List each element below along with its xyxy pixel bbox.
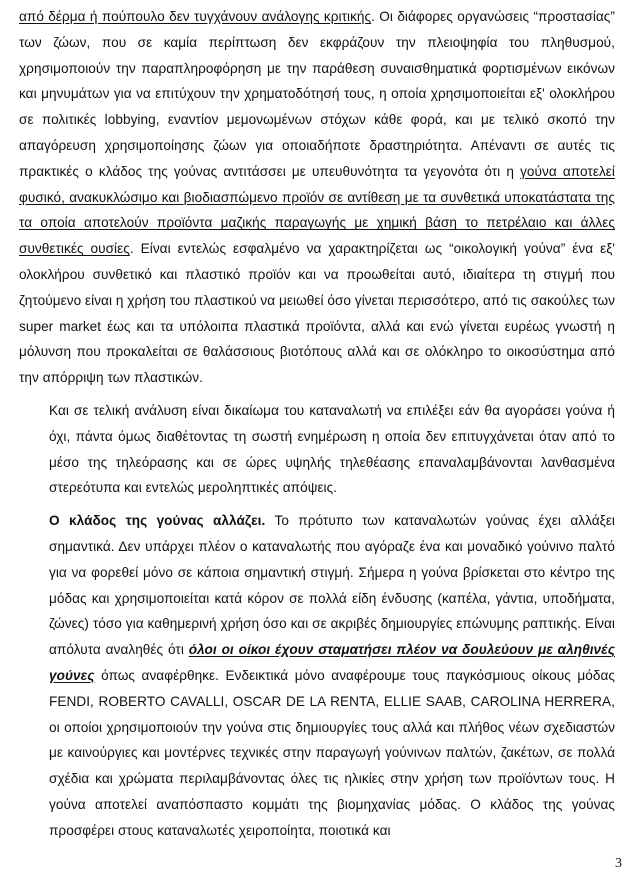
- paragraph-3-text-b: όπως αναφέρθηκε. Ενδεικτικά μόνο αναφέρουμε τους παγκόσμιους οίκους μόδας: [94, 667, 615, 683]
- section-lead-bold: Ο κλάδος της γούνας αλλάζει.: [49, 513, 266, 529]
- emphasized-underlined-phrase: όλοι οι οίκοι έχουν σταματήσει πλέον να δουλεύουν με αληθινές γούνες: [49, 642, 615, 683]
- paragraph-3-text-a: Το πρότυπο των καταναλωτών γούνας έχει αλλάξει σημαντικά. Δεν υπάρχει πλέον ο καταναλωτής που αγόραζε ένα και μοναδικό γούνινο παλτό για να φορεθεί μόνο σε κάποια σημαντική στιγμή. Σήμερα η γούνα βρίσκεται στο κέντρο της μόδας και χρησιμοποιείται κατά κόρον σε πολλά είδη ένδυσης (καπέλα, γάντια, υποδήματα, ζώνες) τόσο για καθημερινή χρήση όσο και σε ακριβές δημιουργίες επώνυμης ραπτικής. Είναι απόλυτα αναληθές ότι: [49, 513, 615, 658]
- paragraph-3: [19, 508, 615, 843]
- paragraph-1: [19, 4, 615, 391]
- paragraph-1-text-a: . Οι διάφορες οργανώσεις “προστασίας” των ζώων, που σε καμία περίπτωση δεν εκφράζουν την πλειοψηφία του πληθυσμού, χρησιμοποιούν την παραπληροφόρηση με την παράθεση συναισθηματικά φορτισμένων εικόνων και μηνυμάτων για να επιτύχουν την χρηματοδότησή τους, η οποία χρησιμοποιείται εξ' ολοκλήρου σε πολιτικές lobbying, εναντίον μεμονωμένων στόχων κάθε φορά, και με τελικό σκοπό την απαγόρευση χρησιμοποίησης ζώων για οποιαδήποτε δραστηριότητα. Απέναντι σε αυτές τις πρακτικές ο κλάδος της γούνας αντιτάσσει με υπευθυνότητα τα γεγονότα ότι η: [19, 9, 615, 179]
- page-number: 3: [615, 856, 622, 871]
- body-text: [19, 4, 615, 844]
- underlined-phrase-1: από δέρμα ή πούπουλο δεν τυγχάνουν ανάλογης κριτικής: [19, 9, 372, 24]
- fashion-brands: FENDI, ROBERTO CAVALLI, OSCAR DE LA RENTA, ELLIE SAAB, CAROLINA HERRERA: [49, 693, 612, 709]
- paragraph-1-text-b: . Είναι εντελώς εσφαλμένο να χαρακτηρίζεται ως “οικολογική γούνα” ένα εξ' ολοκλήρου συνθετικό και πλαστικό προϊόν και να προωθείται αυτό, ιδιαίτερα τη στιγμή που ζητούμενο είναι η χρήση του πλαστικού να μειωθεί όσο γίνεται περισσότερο, από τις σακούλες των super market έως και τα υπόλοιπα πλαστικά προϊόντα, αλλά και ενώ γίνεται ευρέως γνωστή η μόλυνση που προκαλείται σε θαλάσσιους βιοτόπους αλλά και σε ολόκληρο το οικοσύστημα από την απόρριψη των πλαστικών.: [19, 241, 615, 386]
- paragraph-3-text-c: , οι οποίοι χρησιμοποιούν την γούνα στις δημιουργίες τους αλλά και πλήθος νέων σχεδιαστών με καινούργιες και μοντέρνες τεχνικές στην παραγωγή γούνινων παλτών, ζακέτων, σε πολλά σχέδια και χρώματα περιλαμβάνοντας όλες τις ηλικίες στην χρήση των προϊόντων τους. Η γούνα αποτελεί αναπόσπαστο κομμάτι της βιομηχανίας μόδας. Ο κλάδος της γούνας προσφέρει στους καταναλωτές χειροποίητα, ποιοτικά και: [49, 693, 615, 838]
- paragraph-2: Και σε τελική ανάλυση είναι δικαίωμα του καταναλωτή να επιλέξει εάν θα αγοράσει γούνα ή όχι, πάντα όμως διαθέτοντας τη σωστή ενημέρωση η οποία δεν επιτυγχάνεται όταν από το μέσο της τηλεόρασης και σε ώρες υψηλής τηλεθέασης επαναλαμβάνονται λανθασμένα στερεότυπα και εντελώς μεροληπτικές απόψεις.: [49, 402, 615, 496]
- underlined-phrase-2: γούνα αποτελεί φυσικό, ανακυκλώσιμο και βιοδιασπώμενο προϊόν σε αντίθεση με τα συνθετικά υποκατάστατα της τα οποία αποτελούν προϊόντα μαζικής παραγωγής με χημική βάση το πετρέλαιο και άλλες συνθετικές ουσίες: [19, 163, 615, 257]
